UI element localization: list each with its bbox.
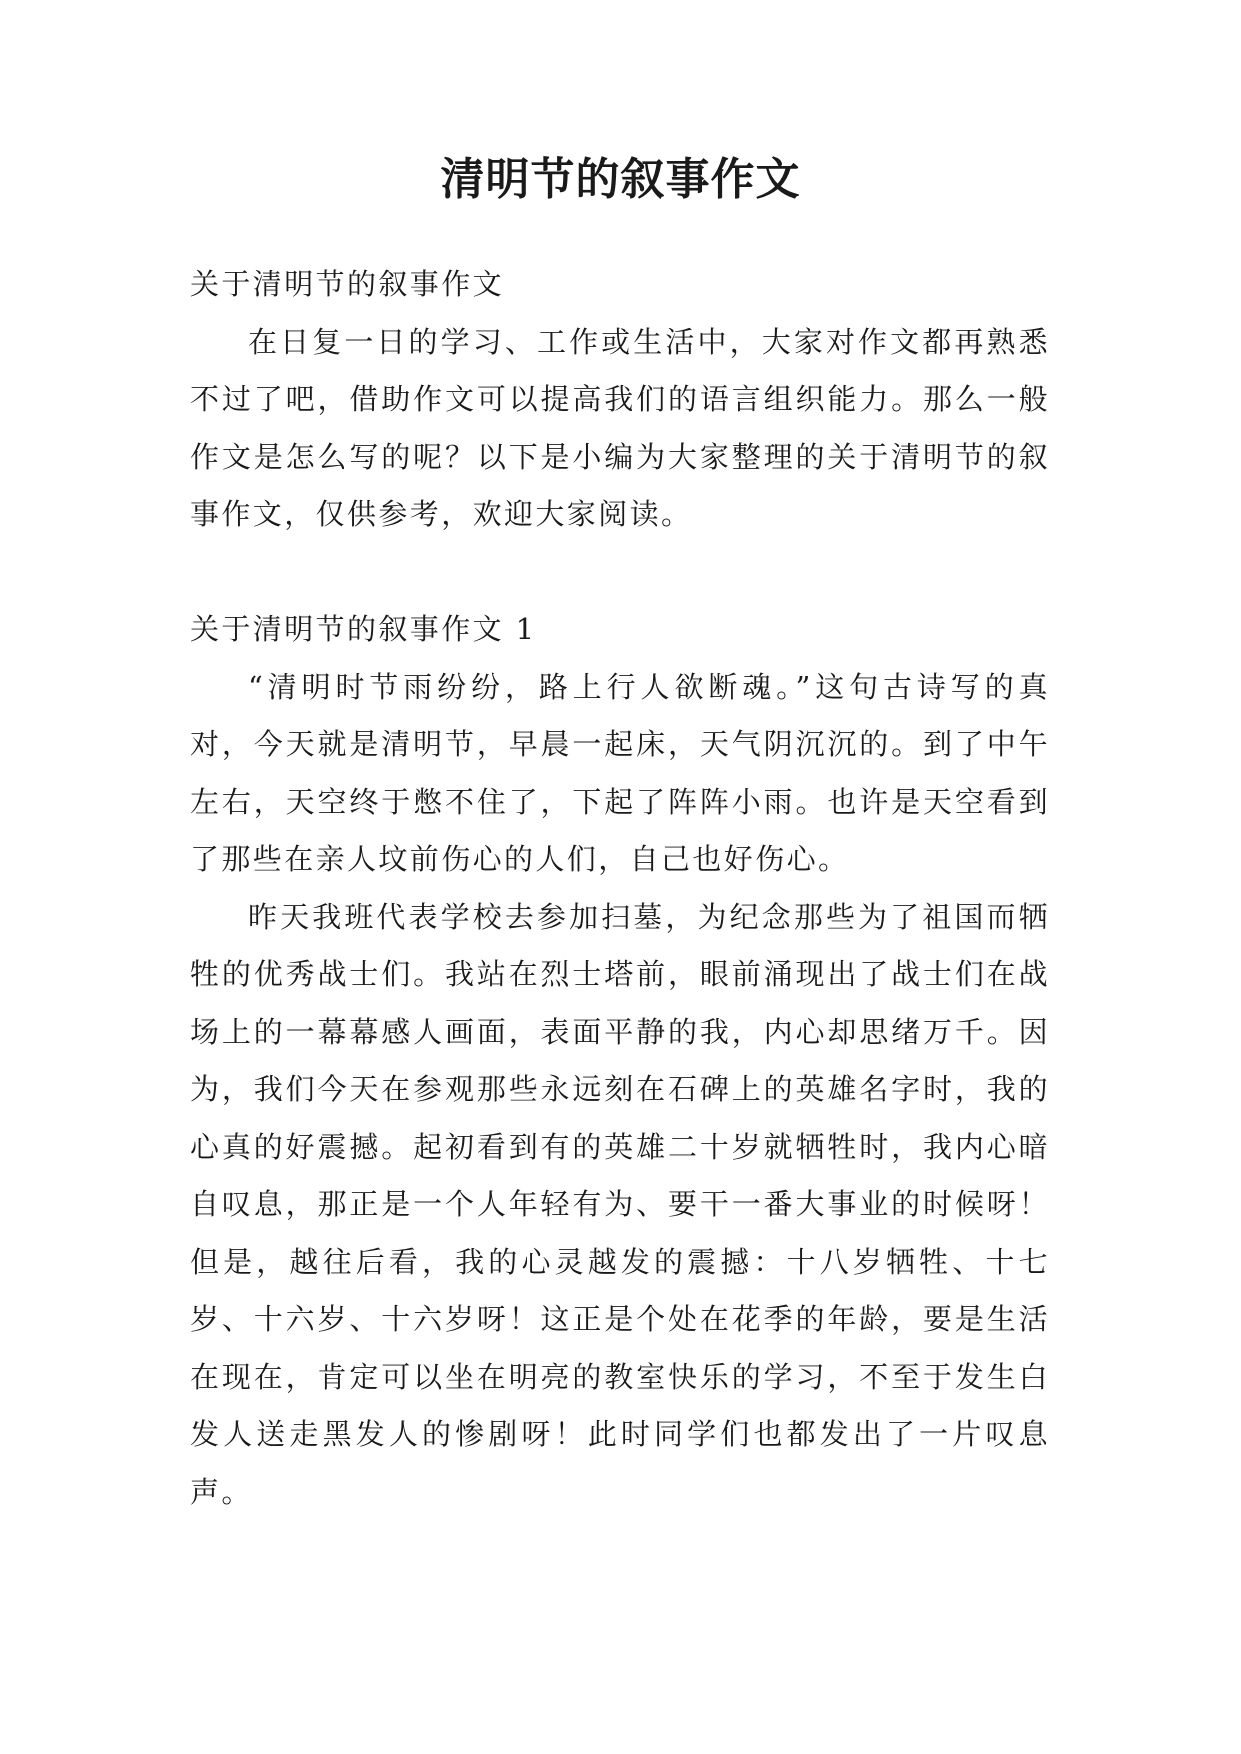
- intro-heading: 关于清明节的叙事作文: [190, 267, 505, 301]
- document-title: 清明节的叙事作文: [440, 154, 801, 205]
- section-spacer: [190, 544, 1050, 602]
- section1-paragraph-2: 昨天我班代表学校去参加扫墓，为纪念那些为了祖国而牺牲的优秀战士们。我站在烈士塔前，眼前涌现出了战士们在战场上的一幕幕感人画面，表面平静的我，内心却思绪万千。因为，我们今天在参观那些永远刻在石碑上的英雄名字时，我的心真的好震撼。起初看到有的英雄二十岁就牺牲时，我内心暗自叹息，那正是一个人年轻有为、要干一番大事业的时候呀！但是，越往后看，我的心灵越发的震撼：十八岁牺牲、十七岁、十六岁、十六岁呀！这正是个处在花季的年龄，要是生活在现在，肯定可以坐在明亮的教室快乐的学习，不至于发生白发人送走黑发人的惨剧呀！此时同学们也都发出了一片叹息声。: [190, 899, 1050, 1509]
- intro-paragraph: 在日复一日的学习、工作或生活中，大家对作文都再熟悉不过了吧，借助作文可以提高我们的语言组织能力。那么一般作文是怎么写的呢？以下是小编为大家整理的关于清明节的叙事作文，仅供参考，欢迎大家阅读。: [190, 324, 1050, 531]
- section1-heading: 关于清明节的叙事作文 1: [190, 612, 537, 646]
- document-body: [190, 256, 1050, 1521]
- section1-paragraph-1: “清明时节雨纷纷，路上行人欲断魂。”这句古诗写的真对，今天就是清明节，早晨一起床，天气阴沉沉的。到了中午左右，天空终于憋不住了，下起了阵阵小雨。也许是天空看到了那些在亲人坟前伤心的人们，自己也好伤心。: [190, 669, 1050, 876]
